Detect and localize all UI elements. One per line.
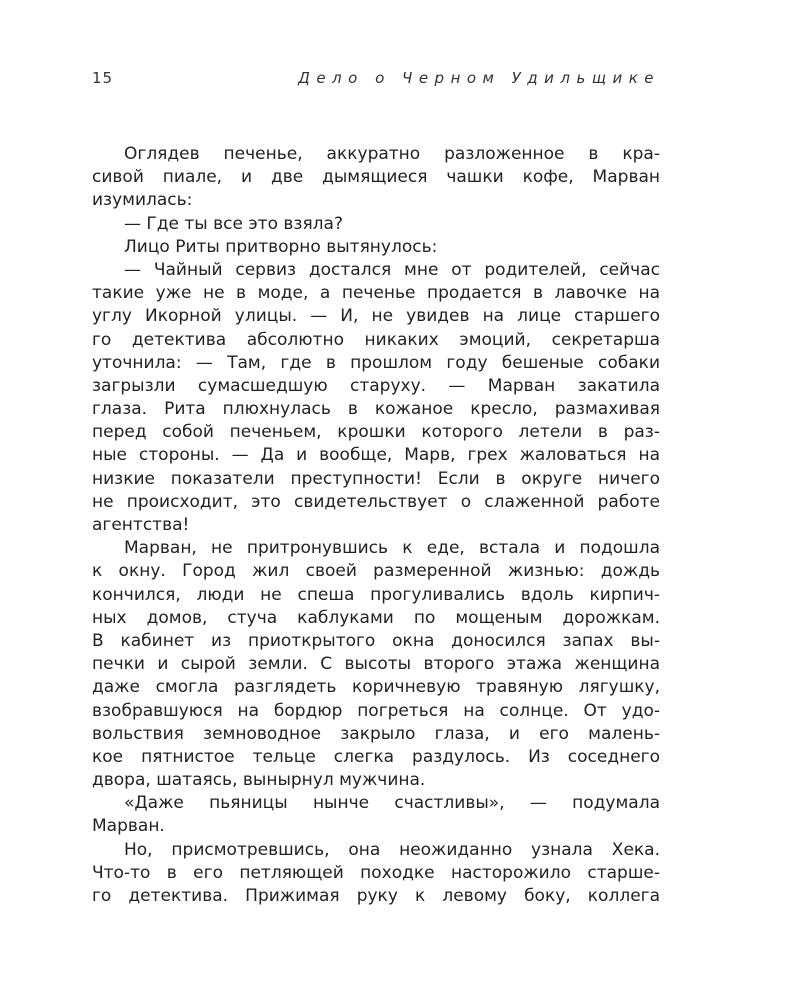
page-number: 15	[92, 69, 114, 87]
text-line: двора, шатаясь, вынырнул мужчина.	[92, 770, 426, 791]
text-line: загрызли сумасшедшую старуху. — Марван закатила	[92, 375, 660, 396]
text-line: кое пятнистое тельце слегка раздулось. Из соседнего	[92, 746, 660, 767]
text-line: го детектива. Прижимая руку к левому боку, коллега	[92, 886, 660, 906]
text-line: вольствия земноводное закрыло глаза, и его малень-	[92, 723, 660, 744]
text-line: ные стороны. — Да и вообще, Марв, грех жаловаться на	[92, 445, 660, 466]
text-line: агентства!	[92, 515, 190, 535]
text-line: Лицо Риты притворно вытянулось:	[124, 236, 438, 257]
text-line: не происходит, это свидетельствует о слаженной работе	[92, 491, 660, 512]
text-line: Что-то в его петляющей походке насторожило старше-	[92, 862, 660, 883]
text-line: В кабинет из приоткрытого окна доносился запах вы-	[92, 630, 660, 651]
text-line: взобравшуюся на бордюр погреться на солнце. От удо-	[92, 700, 660, 721]
text-line: — Чайный сервиз достался мне от родителей, сейчас	[124, 259, 660, 280]
text-line: го детектива абсолютно никаких эмоций, секретарша	[92, 329, 660, 350]
text-line: к окну. Город жил своей размеренной жизнью: дождь	[92, 561, 660, 582]
text-line: такие уже не в моде, а печенье продается в лавочке на	[92, 283, 660, 304]
text-line: изумилась:	[92, 190, 193, 211]
body-text	[92, 143, 660, 908]
text-line: кончился, люди не спеша прогуливались вдоль кирпич-	[92, 584, 660, 605]
book-title: Дело о Черном Удильщике	[298, 69, 660, 87]
text-line: глаза. Рита плюхнулась в кожаное кресло, размахивая	[92, 399, 660, 420]
text-line: уточнила: — Там, где в прошлом году бешеные собаки	[92, 352, 660, 373]
text-line: сивой пиале, и две дымящиеся чашки кофе, Марван	[92, 167, 660, 188]
text-line: ных домов, стуча каблуками по мощеным дорожкам.	[92, 607, 660, 628]
text-line: «Даже пьяницы нынче счастливы», — подумала	[124, 793, 660, 814]
text-line: перед собой печеньем, крошки которого летели в раз-	[92, 422, 660, 443]
text-line: Марван.	[92, 816, 165, 837]
text-line: даже смогла разглядеть коричневую травяную лягушку,	[92, 677, 660, 698]
text-line: углу Икорной улицы. — И, не увидев на лице старшего	[92, 306, 660, 327]
running-header	[92, 69, 660, 91]
text-line: Но, присмотревшись, она неожиданно узнала Хека.	[124, 839, 660, 860]
text-line: печки и сырой земли. С высоты второго этажа женщина	[92, 654, 660, 675]
text-line: Марван, не притронувшись к еде, встала и подошла	[124, 538, 660, 559]
text-line: — Где ты все это взяла?	[124, 213, 343, 234]
text-line: низкие показатели преступности! Если в округе ничего	[92, 468, 660, 489]
text-line: Оглядев печенье, аккуратно разложенное в кра-	[124, 144, 660, 164]
